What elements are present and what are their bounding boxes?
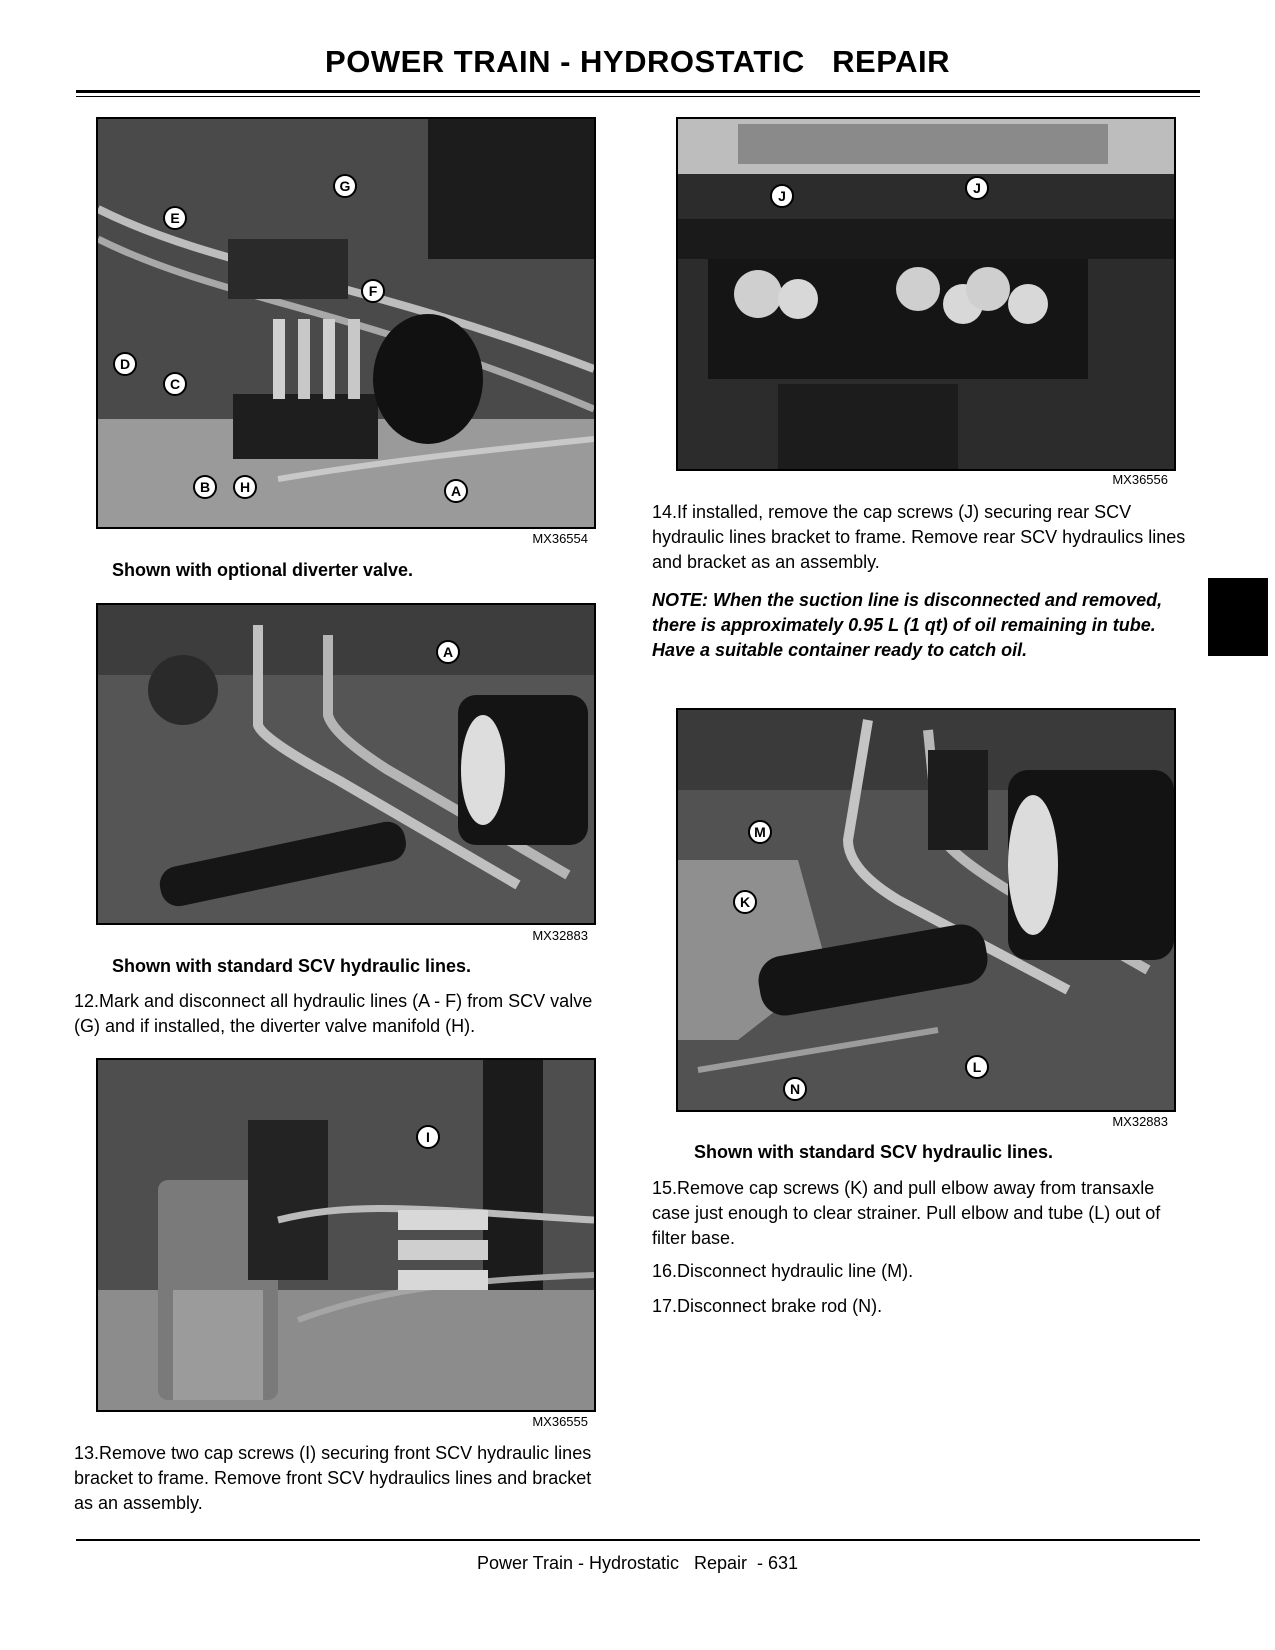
callout-m: M: [748, 820, 772, 844]
figure-id: MX36554: [532, 531, 588, 546]
callout-c: C: [163, 372, 187, 396]
callout-l: L: [965, 1055, 989, 1079]
callout-k: K: [733, 890, 757, 914]
figure-id: MX36556: [1112, 472, 1168, 487]
section-tab-marker: [1208, 578, 1268, 656]
callout-i: I: [416, 1125, 440, 1149]
figure-id: MX36555: [532, 1414, 588, 1429]
callout-a: A: [436, 640, 460, 664]
step-16: 16.Disconnect hydraulic line (M).: [652, 1261, 914, 1281]
header-rule-thin: [76, 96, 1200, 97]
note-suction-line: NOTE: When the suction line is disconnected and removed, there is approximately 0.95 L (1 qt) of oil remaining in tube. Have a suitable container ready to catch oil.: [652, 590, 1163, 660]
figure-front-scv-bracket-photo: [96, 1058, 596, 1412]
figure-suction-line-photo: [676, 708, 1176, 1112]
callout-g: G: [333, 174, 357, 198]
header-rule: [76, 90, 1200, 93]
callout-j-left: J: [770, 184, 794, 208]
step-13: 13.Remove two cap screws (I) securing front SCV hydraulic lines bracket to frame. Remove front SCV hydraulics lines and bracket as an assembly.: [74, 1443, 592, 1513]
callout-h: H: [233, 475, 257, 499]
step-15: 15.Remove cap screws (K) and pull elbow away from transaxle case just enough to clear strainer. Pull elbow and tube (L) out of filter base.: [652, 1178, 1161, 1248]
figure-id: MX32883: [1112, 1114, 1168, 1129]
callout-n: N: [783, 1077, 807, 1101]
callout-a: A: [444, 479, 468, 503]
figure-caption: Shown with standard SCV hydraulic lines.: [112, 956, 472, 976]
step-17: 17.Disconnect brake rod (N).: [652, 1296, 883, 1316]
page-footer: Power Train - Hydrostatic Repair - 631: [476, 1553, 799, 1573]
callout-b: B: [193, 475, 217, 499]
callout-f: F: [361, 279, 385, 303]
figure-caption: Shown with optional diverter valve.: [112, 560, 414, 580]
callout-e: E: [163, 206, 187, 230]
figure-scv-lines-photo: [96, 603, 596, 925]
step-12: 12.Mark and disconnect all hydraulic lines (A - F) from SCV valve (G) and if installed, the diverter valve manifold (H).: [74, 991, 593, 1036]
footer-rule: [76, 1539, 1200, 1541]
callout-j-right: J: [965, 176, 989, 200]
figure-id: MX32883: [532, 928, 588, 943]
page-title: POWER TRAIN - HYDROSTATIC REPAIR: [325, 44, 950, 79]
figure-diverter-valve-photo: [96, 117, 596, 529]
figure-caption: Shown with standard SCV hydraulic lines.: [694, 1142, 1054, 1162]
step-14: 14.If installed, remove the cap screws (J) securing rear SCV hydraulic lines bracket to frame. Remove rear SCV hydraulics lines and bracket as an assembly.: [652, 502, 1186, 572]
figure-rear-scv-bracket-photo: [676, 117, 1176, 471]
callout-d: D: [113, 352, 137, 376]
